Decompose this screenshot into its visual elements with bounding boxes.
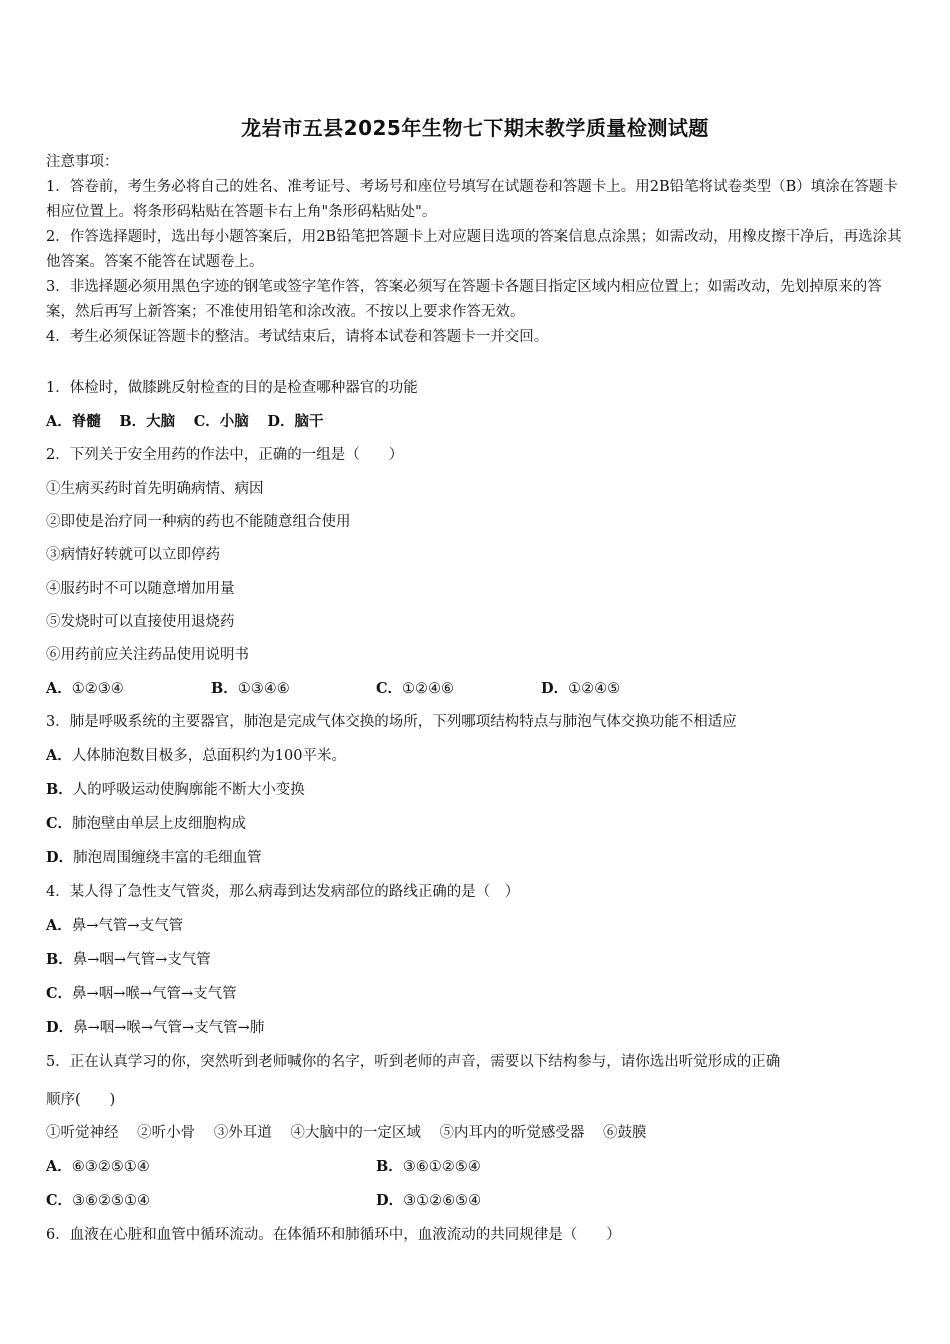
q4-option-c: C．鼻→咽→喉→气管→支气管: [46, 985, 237, 1002]
exam-title: 龙岩市五县2025年生物七下期末教学质量检测试题: [241, 116, 709, 140]
q2-item-6: ⑥用药前应关注药品使用说明书: [46, 647, 249, 663]
q2-option-b: B．①③④⑥: [211, 680, 290, 697]
q5-item-3: ③外耳道: [213, 1125, 272, 1141]
q5-option-c: C．③⑥②⑤①④: [46, 1192, 151, 1209]
q2-item-3: ③病情好转就可以立即停药: [46, 547, 220, 563]
q5-item-2: ②听小骨: [137, 1125, 196, 1141]
notice-item-2: 2．作答选择题时，选出每小题答案后，用2B铅笔把答题卡上对应题目选项的答案信息点涂黑；如需改动，用橡皮擦干净后，再选涂其他答案。答案不能答在试题卷上。: [46, 229, 902, 270]
notice-section: [46, 150, 904, 350]
q4-option-b: B．鼻→咽→气管→支气管: [46, 951, 211, 968]
q2-option-c: C．①②④⑥: [376, 680, 455, 697]
q6-stem: 6．血液在心脏和血管中循环流动。在体循环和肺循环中，血液流动的共同规律是（ ）: [46, 1227, 621, 1243]
q3-option-d: D．肺泡周围缠绕丰富的毛细血管: [46, 849, 262, 866]
q5-options-row2: [46, 1189, 706, 1210]
q5-stem-line1: 5．正在认真学习的你，突然听到老师喊你的名字，听到老师的声音，需要以下结构参与，请你选出听觉形成的正确: [46, 1054, 781, 1070]
q4-option-a: A．鼻→气管→支气管: [46, 917, 184, 934]
q2-item-2: ②即使是治疗同一种病的药也不能随意组合使用: [46, 514, 351, 530]
q2-item-5: ⑤发烧时可以直接使用退烧药: [46, 614, 235, 630]
q1-stem: 1．体检时，做膝跳反射检查的目的是检查哪种器官的功能: [46, 380, 418, 396]
notice-heading: 注意事项：: [46, 154, 119, 170]
notice-item-3: 3．非选择题必须用黑色字迹的钢笔或签字笔作答，答案必须写在答题卡各题目指定区域内相应位置上；如需改动，先划掉原来的答案，然后再写上新答案；不准使用铅笔和涂改液。不按以上要求作答无效。: [46, 279, 882, 320]
q2-stem: 2．下列关于安全用药的作法中，正确的一组是（ ）: [46, 447, 404, 463]
q2-option-a: A．①②③④: [46, 680, 124, 697]
q1-option-a: A．脊髓: [46, 413, 101, 430]
q1-option-b: B．大脑: [119, 413, 176, 430]
q5-item-4: ④大脑中的一定区域: [290, 1125, 421, 1141]
notice-item-4: 4．考生必须保证答题卡的整洁。考试结束后，请将本试卷和答题卡一并交回。: [46, 329, 549, 345]
q3-option-c: C．肺泡壁由单层上皮细胞构成: [46, 815, 247, 832]
q1-option-d: D．脑干: [267, 413, 324, 430]
q3-stem: 3．肺是呼吸系统的主要器官，肺泡是完成气体交换的场所，下列哪项结构特点与肺泡气体交换功能不相适应: [46, 714, 737, 730]
q2-option-d: D．①②④⑤: [541, 680, 621, 697]
q5-stem-line2: 顺序( ): [46, 1092, 116, 1108]
q5-item-5: ⑤内耳内的听觉感受器: [439, 1125, 585, 1141]
q3-option-a: A．人体肺泡数目极多，总面积约为100平米。: [46, 747, 346, 764]
q5-option-a: A．⑥③②⑤①④: [46, 1158, 150, 1175]
q5-options-row1: [46, 1155, 706, 1176]
q1-option-c: C．小脑: [193, 413, 249, 430]
q2-item-4: ④服药时不可以随意增加用量: [46, 581, 235, 597]
q5-option-d: D．③①②⑥⑤④: [376, 1192, 482, 1209]
q5-option-b: B．③⑥①②⑤④: [376, 1158, 481, 1175]
q2-item-1: ①生病买药时首先明确病情、病因: [46, 481, 264, 497]
q4-option-d: D．鼻→咽→喉→气管→支气管→肺: [46, 1019, 265, 1036]
q3-option-b: B．人的呼吸运动使胸廓能不断大小变换: [46, 781, 305, 798]
q5-item-6: ⑥鼓膜: [603, 1125, 647, 1141]
q5-items: [46, 1121, 661, 1142]
notice-item-1: 1．答卷前，考生务必将自己的姓名、准考证号、考场号和座位号填写在试题卷和答题卡上。用2B铅笔将试卷类型（B）填涂在答题卡相应位置上。将条形码粘贴在答题卡右上角"条形码粘贴处"。: [46, 179, 898, 220]
q1-options: [46, 410, 337, 431]
q4-stem: 4．某人得了急性支气管炎，那么病毒到达发病部位的路线正确的是（ ）: [46, 884, 520, 900]
q5-item-1: ①听觉神经: [46, 1125, 119, 1141]
q2-options: [46, 677, 706, 698]
